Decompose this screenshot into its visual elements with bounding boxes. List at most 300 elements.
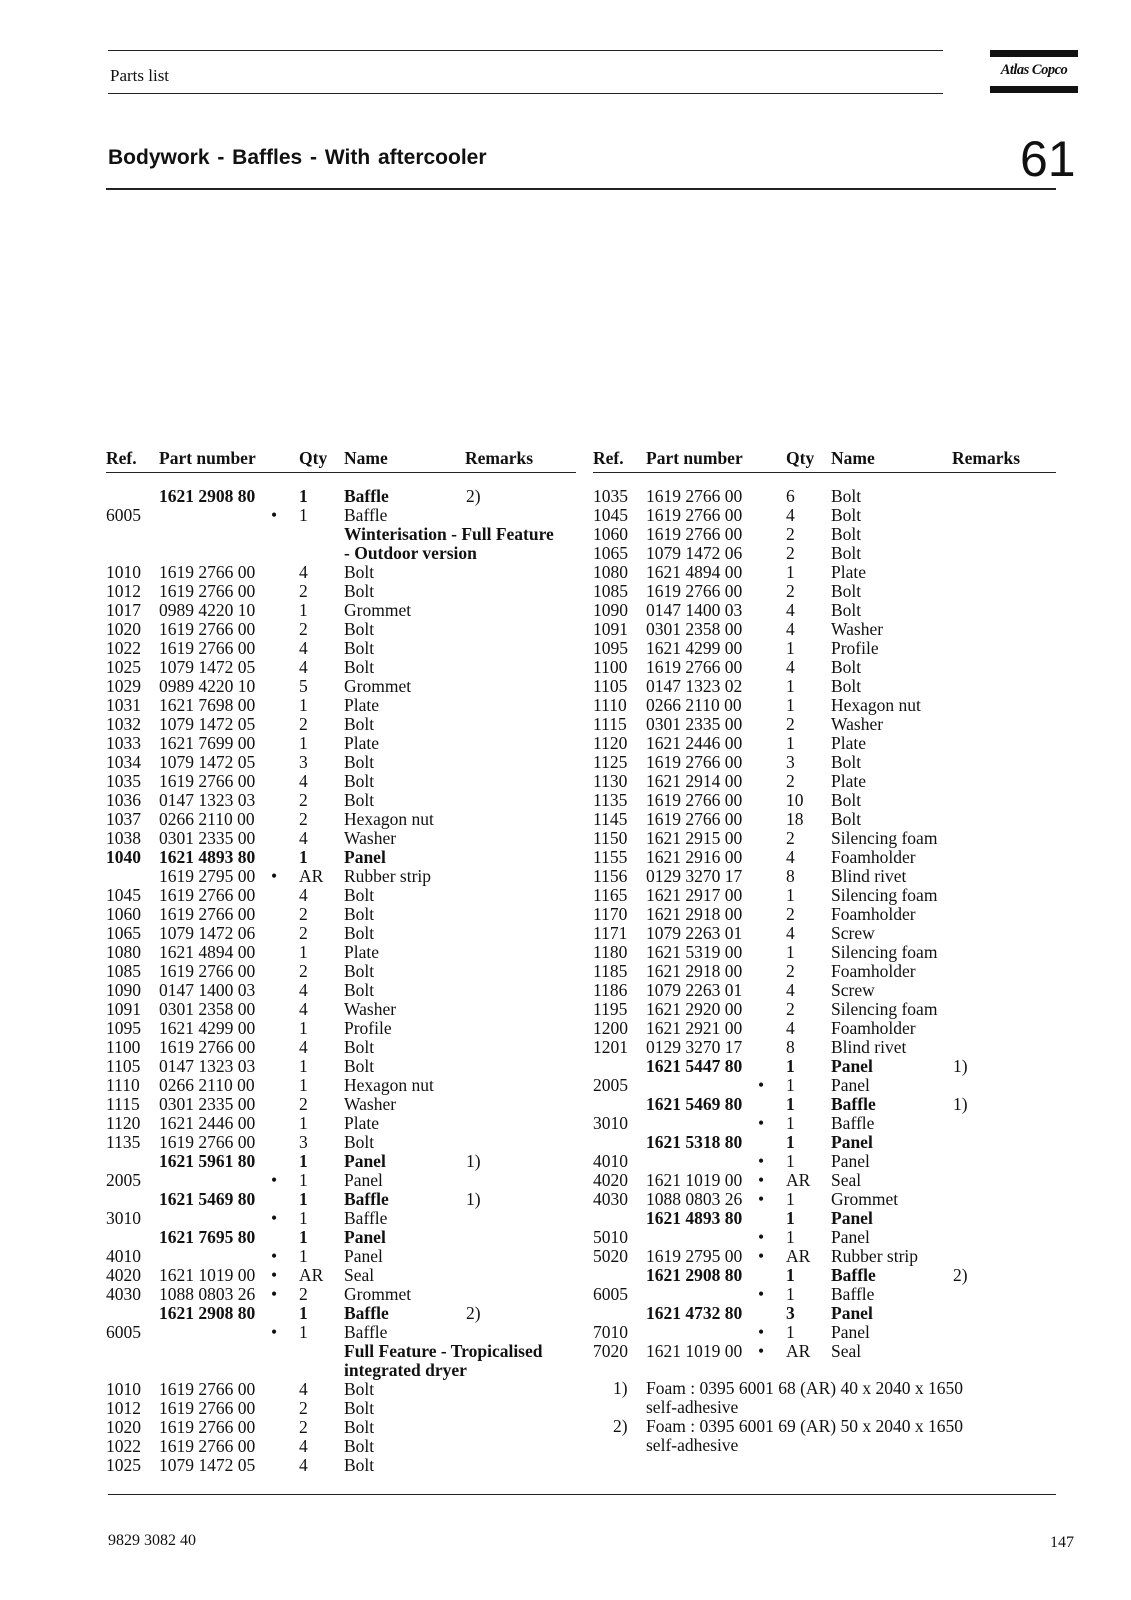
title-rule (106, 188, 1056, 190)
parts-row (593, 1342, 1056, 1361)
col-ref: Ref. (593, 448, 624, 468)
qty-cell: 1 (299, 505, 308, 525)
parts-row (593, 1076, 1056, 1095)
ref-cell: 1090 (106, 980, 141, 1000)
qty-cell: 2 (299, 581, 308, 601)
parts-row (593, 715, 1056, 734)
name-cell: Blind rivet (831, 866, 907, 886)
name-cell: Hexagon nut (831, 695, 921, 715)
page-number: 147 (1050, 1534, 1074, 1551)
name-cell: Panel (831, 1151, 870, 1171)
ref-cell: 1095 (593, 638, 628, 658)
parts-row (106, 1399, 576, 1418)
qty-cell: 2 (786, 581, 795, 601)
col-ref: Ref. (106, 448, 137, 468)
name-cell: Baffle (831, 1284, 875, 1304)
parts-row (593, 772, 1056, 791)
name-cell: Washer (344, 1094, 397, 1114)
qty-cell: 2 (299, 1398, 308, 1418)
qty-cell: 2 (299, 790, 308, 810)
part-number-cell: 0129 3270 17 (646, 1037, 743, 1057)
qty-cell: 4 (786, 980, 795, 1000)
ref-cell: 1045 (593, 505, 628, 525)
parts-row (106, 658, 576, 677)
parts-row (106, 1038, 576, 1057)
part-number-cell: 1621 4299 00 (646, 638, 743, 658)
ref-cell: 1155 (593, 847, 628, 867)
ref-cell: 1135 (593, 790, 628, 810)
parts-row (106, 544, 576, 563)
qty-cell: AR (786, 1170, 811, 1190)
qty-cell: 4 (299, 1379, 308, 1399)
parts-row (593, 1304, 1056, 1323)
ref-cell: 1040 (106, 847, 141, 867)
parts-row (593, 1171, 1056, 1190)
ref-cell: 1091 (593, 619, 628, 639)
name-cell: Bolt (831, 752, 862, 772)
qty-cell: 1 (786, 695, 795, 715)
qty-cell: 1 (299, 733, 308, 753)
parts-row (106, 753, 576, 772)
parts-row (593, 1038, 1056, 1057)
ref-cell: 1085 (593, 581, 628, 601)
name-cell: Washer (831, 714, 884, 734)
name-cell: Panel (344, 1170, 383, 1190)
left-column-header (106, 448, 576, 473)
qty-cell: 1 (299, 486, 308, 506)
part-number-cell: 1621 2908 80 (159, 486, 256, 506)
name-cell: Bolt (344, 752, 375, 772)
name-cell: Baffle (344, 1303, 389, 1323)
part-number-cell: 1621 2918 00 (646, 961, 743, 981)
parts-row (593, 1266, 1056, 1285)
part-number-cell: 1619 2766 00 (646, 486, 743, 506)
parts-row (106, 1076, 576, 1095)
part-number-cell: 1079 1472 05 (159, 657, 256, 677)
part-number-cell: 1621 2921 00 (646, 1018, 743, 1038)
parts-row (593, 487, 1056, 506)
col-part-number: Part number (159, 448, 256, 468)
parts-row (593, 639, 1056, 658)
part-number-cell: 1621 4299 00 (159, 1018, 256, 1038)
name-cell: Bolt (831, 600, 862, 620)
qty-cell: 3 (299, 752, 308, 772)
parts-row (106, 943, 576, 962)
part-number-cell: 1619 2766 00 (646, 790, 743, 810)
qty-cell: 4 (299, 638, 308, 658)
part-number-cell: 0301 2335 00 (646, 714, 743, 734)
part-number-cell: 1621 7699 00 (159, 733, 256, 753)
section-number: 61 (1020, 131, 1076, 187)
footnote-text: Foam : 0395 6001 69 (AR) 50 x 2040 x 1650 self-adhesive (646, 1416, 963, 1455)
part-number-cell: 0147 1400 03 (646, 600, 743, 620)
ref-cell: 7020 (593, 1341, 628, 1361)
ref-cell: 5010 (593, 1227, 628, 1247)
name-cell: Bolt (344, 1132, 375, 1152)
ref-cell: 1022 (106, 638, 141, 658)
parts-row (593, 601, 1056, 620)
part-number-cell: 1079 1472 06 (159, 923, 256, 943)
name-cell: Hexagon nut (344, 809, 434, 829)
parts-row (593, 582, 1056, 601)
parts-row (593, 1095, 1056, 1114)
qty-cell: 1 (299, 847, 308, 867)
remarks-cell: 1) (953, 1056, 968, 1076)
ref-cell: 1034 (106, 752, 141, 772)
qty-cell: 1 (299, 1303, 308, 1323)
ref-cell: 1120 (593, 733, 628, 753)
remarks-cell: 2) (466, 1303, 481, 1323)
parts-row (593, 658, 1056, 677)
name-cell: Panel (831, 1303, 873, 1323)
ref-cell: 4010 (106, 1246, 141, 1266)
name-cell: Seal (831, 1341, 862, 1361)
qty-cell: 1 (786, 1056, 795, 1076)
part-number-cell: 1079 2263 01 (646, 980, 743, 1000)
name-cell: Baffle (344, 1189, 389, 1209)
right-column (593, 448, 1056, 1455)
qty-cell: 1 (786, 1113, 795, 1133)
part-number-cell: 1079 1472 06 (646, 543, 743, 563)
parts-row (106, 886, 576, 905)
parts-row (106, 1456, 576, 1475)
bullet-cell: • (758, 1189, 765, 1209)
part-number-cell: 1621 2918 00 (646, 904, 743, 924)
ref-cell: 1029 (106, 676, 141, 696)
part-number-cell: 1621 7695 80 (159, 1227, 256, 1247)
name-cell: Bolt (344, 1417, 375, 1437)
parts-row (593, 1133, 1056, 1152)
qty-cell: 1 (299, 1075, 308, 1095)
parts-row (593, 981, 1056, 1000)
ref-cell: 1110 (106, 1075, 140, 1095)
part-number-cell: 0301 2335 00 (159, 1094, 256, 1114)
name-cell: Silencing foam (831, 885, 938, 905)
qty-cell: 1 (786, 1227, 795, 1247)
bullet-cell: • (758, 1151, 765, 1171)
name-cell: Bolt (344, 771, 375, 791)
name-cell: Screw (831, 980, 875, 1000)
parts-row (106, 582, 576, 601)
name-cell: Bolt (344, 980, 375, 1000)
name-cell: Washer (344, 828, 397, 848)
name-cell: Bolt (344, 885, 375, 905)
parts-row (593, 620, 1056, 639)
ref-cell: 1100 (106, 1037, 141, 1057)
name-cell: Winterisation - Full Feature (344, 524, 554, 544)
name-cell: Baffle (344, 505, 388, 525)
parts-row (593, 563, 1056, 582)
part-number-cell: 1621 2915 00 (646, 828, 743, 848)
name-cell: Bolt (344, 790, 375, 810)
ref-cell: 1105 (106, 1056, 141, 1076)
qty-cell: 5 (299, 676, 308, 696)
ref-cell: 1065 (106, 923, 141, 943)
name-cell: Plate (831, 562, 866, 582)
parts-row (106, 487, 576, 506)
ref-cell: 4010 (593, 1151, 628, 1171)
qty-cell: 18 (786, 809, 804, 829)
parts-row (106, 1418, 576, 1437)
part-number-cell: 1621 1019 00 (159, 1265, 256, 1285)
name-cell: Foamholder (831, 1018, 916, 1038)
parts-row (593, 525, 1056, 544)
qty-cell: 4 (299, 999, 308, 1019)
parts-row (593, 810, 1056, 829)
name-cell: Silencing foam (831, 942, 938, 962)
qty-cell: AR (786, 1246, 811, 1266)
parts-row (593, 1057, 1056, 1076)
remarks-cell: 2) (953, 1265, 968, 1285)
name-cell: Baffle (831, 1113, 875, 1133)
part-number-cell: 1619 2766 00 (159, 638, 256, 658)
ref-cell: 1060 (106, 904, 141, 924)
qty-cell: 2 (786, 771, 795, 791)
name-cell: Plate (344, 695, 379, 715)
parts-row (106, 601, 576, 620)
footer-rule (108, 1494, 1056, 1495)
qty-cell: 4 (299, 885, 308, 905)
qty-cell: 2 (299, 1417, 308, 1437)
bullet-cell: • (758, 1246, 765, 1266)
parts-row (593, 1019, 1056, 1038)
qty-cell: 1 (299, 1246, 308, 1266)
ref-cell: 1017 (106, 600, 141, 620)
name-cell: Seal (831, 1170, 862, 1190)
qty-cell: 1 (299, 1208, 308, 1228)
qty-cell: 2 (786, 961, 795, 981)
part-number-cell: 1621 2908 80 (646, 1265, 743, 1285)
name-cell: Foamholder (831, 961, 916, 981)
right-column-header (593, 448, 1056, 473)
part-number-cell: 1621 2446 00 (159, 1113, 256, 1133)
ref-cell: 1033 (106, 733, 141, 753)
ref-cell: 1185 (593, 961, 628, 981)
qty-cell: 3 (299, 1132, 308, 1152)
ref-cell: 1110 (593, 695, 627, 715)
part-number-cell: 1619 2766 00 (159, 1379, 256, 1399)
ref-cell: 1085 (106, 961, 141, 981)
qty-cell: 1 (786, 638, 795, 658)
part-number-cell: 1621 4732 80 (646, 1303, 743, 1323)
qty-cell: 1 (786, 1094, 795, 1114)
part-number-cell: 1621 2920 00 (646, 999, 743, 1019)
qty-cell: 2 (299, 809, 308, 829)
parts-row (106, 1057, 576, 1076)
parts-row (593, 829, 1056, 848)
name-cell: Bolt (831, 581, 862, 601)
name-cell: Bolt (831, 676, 862, 696)
parts-row (593, 886, 1056, 905)
remarks-cell: 1) (466, 1189, 481, 1209)
name-cell: Foamholder (831, 904, 916, 924)
ref-cell: 6005 (593, 1284, 628, 1304)
qty-cell: 2 (786, 714, 795, 734)
part-number-cell: 1619 2766 00 (159, 1398, 256, 1418)
qty-cell: 4 (299, 771, 308, 791)
name-cell: Bolt (831, 486, 862, 506)
ref-cell: 1035 (106, 771, 141, 791)
ref-cell: 1025 (106, 1455, 141, 1475)
parts-row (106, 1342, 576, 1361)
name-cell: Panel (344, 1151, 386, 1171)
ref-cell: 1156 (593, 866, 628, 886)
left-column (106, 448, 576, 1475)
parts-row (106, 772, 576, 791)
ref-cell: 1080 (106, 942, 141, 962)
ref-cell: 1171 (593, 923, 628, 943)
ref-cell: 1105 (593, 676, 628, 696)
header-bottom-rule (108, 93, 943, 94)
name-cell: Bolt (344, 619, 375, 639)
part-number-cell: 0147 1323 02 (646, 676, 743, 696)
part-number-cell: 0266 2110 00 (159, 809, 255, 829)
name-cell: Bolt (344, 1379, 375, 1399)
parts-row (593, 962, 1056, 981)
col-part-number: Part number (646, 448, 743, 468)
part-number-cell: 1621 4894 00 (159, 942, 256, 962)
ref-cell: 1200 (593, 1018, 628, 1038)
parts-row (593, 905, 1056, 924)
part-number-cell: 1619 2766 00 (159, 562, 256, 582)
parts-row (106, 1000, 576, 1019)
parts-row (106, 563, 576, 582)
parts-row (106, 620, 576, 639)
bullet-cell: • (271, 1284, 278, 1304)
part-number-cell: 1079 1472 05 (159, 752, 256, 772)
ref-cell: 1080 (593, 562, 628, 582)
qty-cell: 4 (786, 505, 795, 525)
footnote-number: 1) (613, 1378, 628, 1398)
name-cell: Bolt (344, 923, 375, 943)
parts-row (106, 1133, 576, 1152)
ref-cell: 4030 (593, 1189, 628, 1209)
name-cell: Profile (344, 1018, 392, 1038)
qty-cell: 2 (299, 714, 308, 734)
qty-cell: 4 (299, 1436, 308, 1456)
part-number-cell: 1079 1472 05 (159, 714, 256, 734)
name-cell: Bolt (344, 1436, 375, 1456)
qty-cell: 1 (299, 1227, 308, 1247)
qty-cell: 1 (299, 600, 308, 620)
part-number-cell: 1621 1019 00 (646, 1341, 743, 1361)
ref-cell: 1130 (593, 771, 628, 791)
part-number-cell: 1619 2766 00 (159, 1436, 256, 1456)
part-number-cell: 1079 1472 05 (159, 1455, 256, 1475)
col-remarks: Remarks (952, 448, 1021, 468)
qty-cell: 2 (299, 619, 308, 639)
part-number-cell: 1619 2766 00 (159, 885, 256, 905)
qty-cell: 4 (299, 657, 308, 677)
ref-cell: 1170 (593, 904, 628, 924)
bullet-cell: • (758, 1322, 765, 1342)
ref-cell: 1010 (106, 562, 141, 582)
parts-row (106, 1190, 576, 1209)
qty-cell: 1 (786, 1322, 795, 1342)
name-cell: Washer (344, 999, 397, 1019)
part-number-cell: 1621 5318 80 (646, 1132, 743, 1152)
header-top-rule (108, 50, 943, 51)
parts-row (106, 1380, 576, 1399)
part-number-cell: 1619 2766 00 (159, 1037, 256, 1057)
parts-row (593, 1285, 1056, 1304)
remarks-cell: 2) (466, 486, 481, 506)
col-qty: Qty (786, 448, 815, 468)
parts-row (106, 791, 576, 810)
ref-cell: 3010 (106, 1208, 141, 1228)
qty-cell: 8 (786, 1037, 795, 1057)
right-parts-list (593, 487, 1056, 1361)
part-number-cell: 0301 2335 00 (159, 828, 256, 848)
name-cell: Panel (831, 1132, 873, 1152)
name-cell: Bolt (344, 638, 375, 658)
qty-cell: 1 (299, 942, 308, 962)
qty-cell: 2 (786, 999, 795, 1019)
qty-cell: 1 (786, 562, 795, 582)
ref-cell: 1020 (106, 619, 141, 639)
parts-row (593, 1247, 1056, 1266)
parts-row (106, 810, 576, 829)
parts-row (593, 848, 1056, 867)
part-number-cell: 1621 2917 00 (646, 885, 743, 905)
part-number-cell: 1621 5469 80 (159, 1189, 256, 1209)
name-cell: Bolt (344, 1056, 375, 1076)
name-cell: Bolt (831, 657, 862, 677)
part-number-cell: 1621 1019 00 (646, 1170, 743, 1190)
qty-cell: 2 (786, 828, 795, 848)
parts-row (593, 753, 1056, 772)
ref-cell: 2005 (593, 1075, 628, 1095)
parts-row (593, 1209, 1056, 1228)
name-cell: Bolt (344, 904, 375, 924)
qty-cell: 1 (299, 695, 308, 715)
bullet-cell: • (758, 1284, 765, 1304)
name-cell: Plate (344, 733, 379, 753)
qty-cell: 4 (786, 619, 795, 639)
ref-cell: 7010 (593, 1322, 628, 1342)
name-cell: Grommet (831, 1189, 899, 1209)
name-cell: Silencing foam (831, 999, 938, 1019)
qty-cell: AR (299, 1265, 324, 1285)
footnote (593, 1417, 1056, 1455)
name-cell: Plate (344, 1113, 379, 1133)
ref-cell: 5020 (593, 1246, 628, 1266)
part-number-cell: 1619 2766 00 (159, 771, 256, 791)
name-cell: Panel (831, 1056, 873, 1076)
part-number-cell: 1621 2446 00 (646, 733, 743, 753)
ref-cell: 1045 (106, 885, 141, 905)
name-cell: Baffle (831, 1265, 876, 1285)
parts-row (593, 677, 1056, 696)
qty-cell: 2 (299, 904, 308, 924)
ref-cell: 1100 (593, 657, 628, 677)
parts-row (106, 1152, 576, 1171)
part-number-cell: 0147 1400 03 (159, 980, 256, 1000)
parts-row (593, 696, 1056, 715)
ref-cell: 1090 (593, 600, 628, 620)
name-cell: Hexagon nut (344, 1075, 434, 1095)
name-cell: Bolt (344, 657, 375, 677)
name-cell: integrated dryer (344, 1360, 467, 1380)
bullet-cell: • (758, 1170, 765, 1190)
parts-row (593, 791, 1056, 810)
parts-row (106, 1228, 576, 1247)
part-number-cell: 0266 2110 00 (159, 1075, 255, 1095)
name-cell: Seal (344, 1265, 375, 1285)
qty-cell: 1 (786, 1075, 795, 1095)
parts-row (106, 1285, 576, 1304)
parts-row (593, 1000, 1056, 1019)
